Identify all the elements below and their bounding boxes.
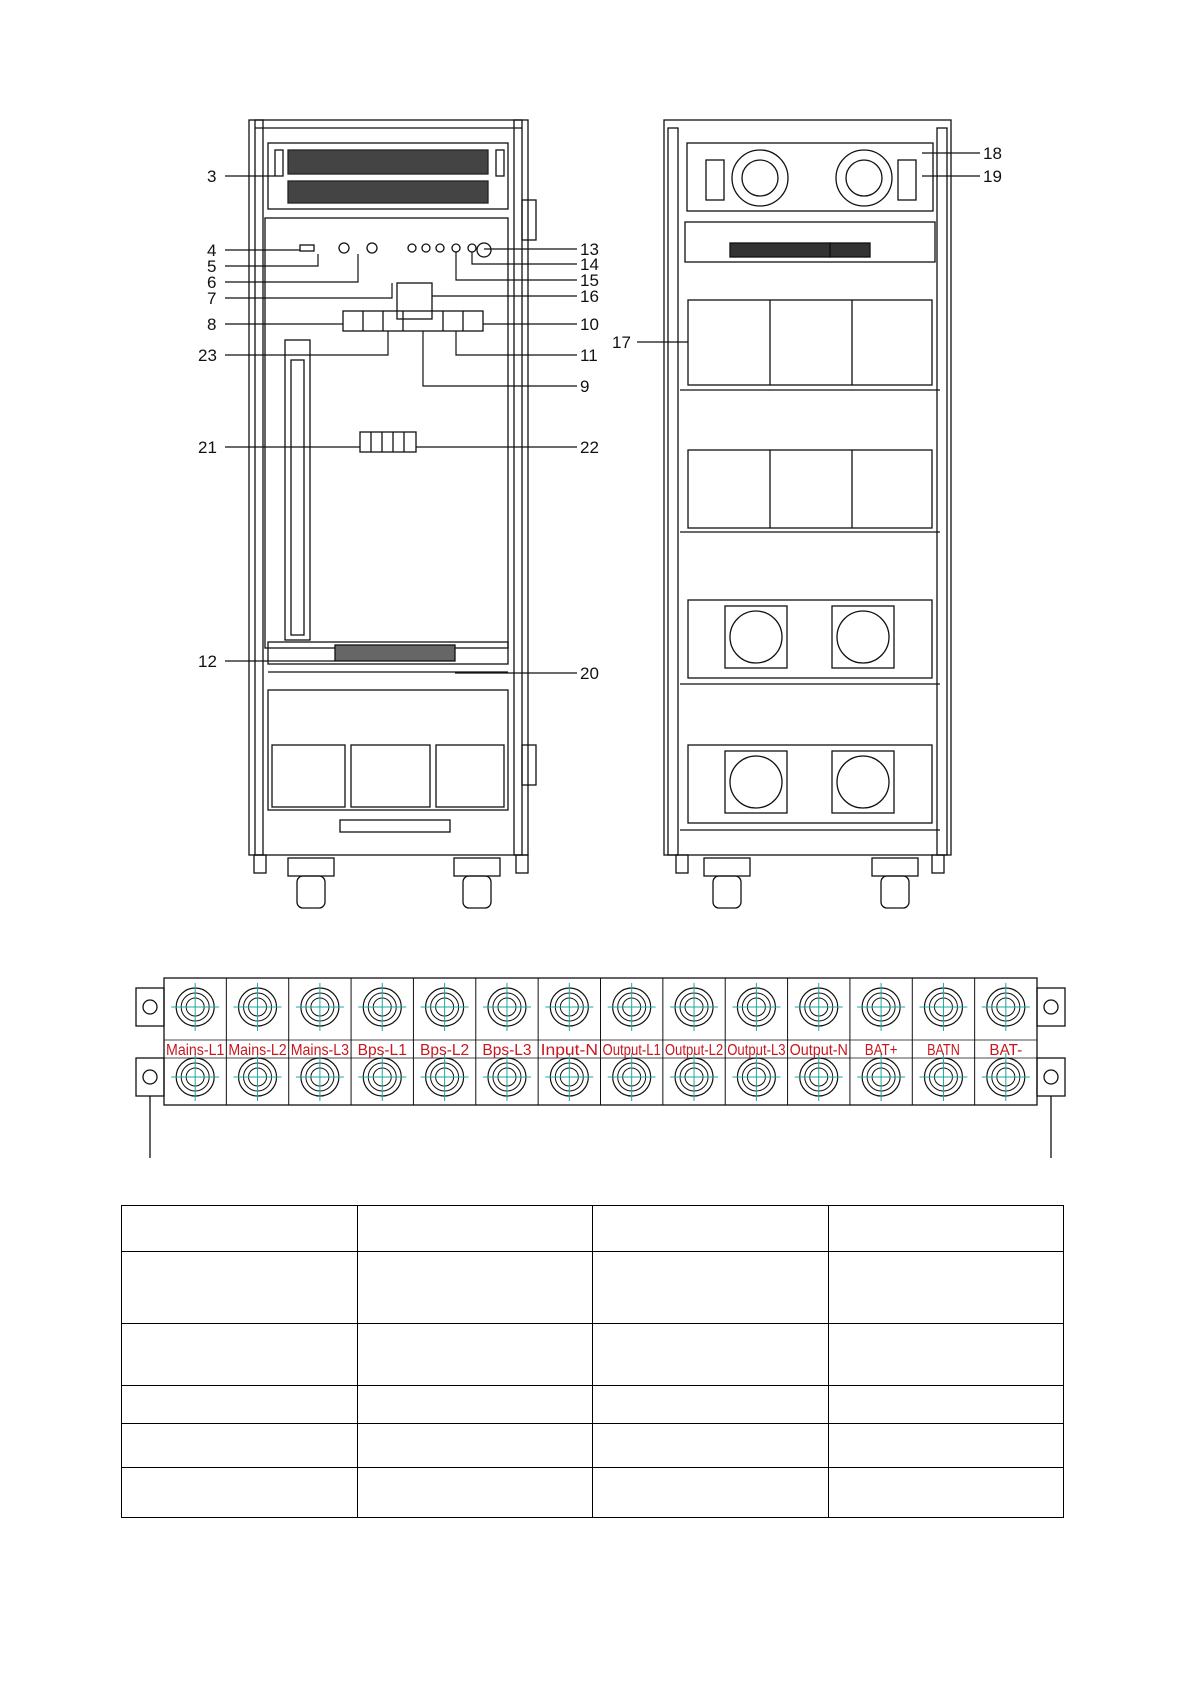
- callout-13: 13: [580, 240, 599, 259]
- terminal-screw-icon: [483, 983, 531, 1031]
- terminal-bps-l3: [476, 978, 532, 1105]
- spec-table: [121, 1205, 1064, 1518]
- terminal-screw-icon: [296, 1053, 344, 1101]
- terminal-mains-l1: [166, 983, 224, 1101]
- table-cell: [593, 1386, 829, 1424]
- terminal-block-diagram: [0, 960, 1192, 1165]
- terminal-label: Bps-L3: [482, 1042, 532, 1059]
- terminal-bat-: [850, 978, 905, 1105]
- terminal-screw-icon: [234, 983, 282, 1031]
- terminal-screw-icon: [670, 1053, 718, 1101]
- terminal-mains-l3: [289, 978, 349, 1105]
- terminal-screw-icon: [857, 1053, 905, 1101]
- terminal-screw-icon: [296, 983, 344, 1031]
- table-cell: [357, 1252, 593, 1324]
- terminal-screw-icon: [919, 983, 967, 1031]
- terminal-screw-icon: [919, 1053, 967, 1101]
- callout-15: 15: [580, 271, 599, 290]
- terminal-label: Bps-L1: [357, 1042, 407, 1059]
- table-cell: [122, 1424, 358, 1468]
- terminal-label: Output-L3: [727, 1042, 786, 1059]
- terminal-screw-icon: [608, 983, 656, 1031]
- callout-17: 17: [612, 333, 631, 352]
- terminal-screw-icon: [857, 983, 905, 1031]
- terminal-screw-icon: [421, 1053, 469, 1101]
- callout-14: 14: [580, 255, 599, 274]
- terminal-label: Mains-L3: [290, 1042, 350, 1059]
- terminal-screw-icon: [545, 1053, 593, 1101]
- table-cell: [828, 1252, 1064, 1324]
- terminal-label: Output-L2: [664, 1042, 724, 1059]
- terminal-label: Input-N: [540, 1042, 599, 1059]
- table-cell: [828, 1424, 1064, 1468]
- callout-22: 22: [580, 438, 599, 457]
- table-cell: [357, 1386, 593, 1424]
- terminal-screw-icon: [608, 1053, 656, 1101]
- terminal-output-l2: [663, 978, 723, 1105]
- terminal-bat-: [975, 978, 1030, 1105]
- terminal-mains-l2: [226, 978, 286, 1105]
- terminal-screw-icon: [421, 983, 469, 1031]
- terminal-bps-l2: [413, 978, 469, 1105]
- table-cell: [593, 1424, 829, 1468]
- front-right-callouts: [580, 240, 599, 683]
- terminal-label: BATN: [927, 1042, 960, 1059]
- callout-19: 19: [983, 167, 1002, 186]
- table-row: [122, 1206, 1064, 1252]
- terminal-screw-icon: [358, 983, 406, 1031]
- terminal-label: BAT-: [989, 1042, 1023, 1059]
- table-cell: [122, 1386, 358, 1424]
- table-cell: [593, 1252, 829, 1324]
- callout-6: 6: [207, 273, 217, 292]
- callout-3: 3: [207, 167, 217, 186]
- terminal-screw-icon: [795, 1053, 843, 1101]
- callout-18: 18: [983, 144, 1002, 163]
- callout-20: 20: [580, 664, 599, 683]
- table-cell: [122, 1324, 358, 1386]
- table-cell: [122, 1206, 358, 1252]
- callout-21: 21: [198, 438, 217, 457]
- callout-7: 7: [207, 289, 217, 308]
- terminal-screw-icon: [795, 983, 843, 1031]
- terminal-screw-icon: [483, 1053, 531, 1101]
- terminal-cells: [166, 978, 1030, 1105]
- terminal-label: Bps-L2: [420, 1042, 470, 1059]
- terminal-label: BAT+: [864, 1042, 898, 1059]
- terminal-label: Mains-L2: [228, 1042, 287, 1059]
- callout-5: 5: [207, 257, 217, 276]
- front-left-callouts: [198, 167, 217, 671]
- terminal-screw-icon: [982, 1053, 1030, 1101]
- terminal-output-n: [788, 978, 848, 1105]
- terminal-output-l3: [725, 978, 785, 1105]
- table-cell: [828, 1386, 1064, 1424]
- table-cell: [357, 1206, 593, 1252]
- callout-11: 11: [580, 346, 598, 365]
- table-cell: [593, 1206, 829, 1252]
- callout-4: 4: [207, 241, 217, 260]
- terminal-label: Output-N: [789, 1042, 848, 1059]
- terminal-screw-icon: [732, 983, 780, 1031]
- table-cell: [357, 1468, 593, 1518]
- table-row: [122, 1252, 1064, 1324]
- terminal-screw-icon: [358, 1053, 406, 1101]
- terminal-bps-l1: [351, 978, 407, 1105]
- terminal-input-n: [538, 978, 598, 1105]
- table-cell: [593, 1468, 829, 1518]
- table-cell: [357, 1324, 593, 1386]
- table-row: [122, 1324, 1064, 1386]
- terminal-label: Output-L1: [602, 1042, 661, 1059]
- table-row: [122, 1424, 1064, 1468]
- table-cell: [828, 1206, 1064, 1252]
- table-cell: [828, 1468, 1064, 1518]
- terminal-screw-icon: [171, 983, 219, 1031]
- callout-12: 12: [198, 652, 217, 671]
- callout-10: 10: [580, 315, 599, 334]
- table-cell: [357, 1424, 593, 1468]
- terminal-screw-icon: [234, 1053, 282, 1101]
- table-cell: [122, 1468, 358, 1518]
- table-row: [122, 1468, 1064, 1518]
- terminal-screw-icon: [670, 983, 718, 1031]
- callout-8: 8: [207, 315, 217, 334]
- table-cell: [828, 1324, 1064, 1386]
- terminal-screw-icon: [982, 983, 1030, 1031]
- front-cabinet: [249, 120, 536, 908]
- callout-23: 23: [198, 346, 217, 365]
- table-cell: [122, 1252, 358, 1324]
- terminal-label: Mains-L1: [166, 1042, 225, 1059]
- table-row: [122, 1386, 1064, 1424]
- front-right-leaders: [416, 249, 577, 673]
- terminal-screw-icon: [545, 983, 593, 1031]
- callout-16: 16: [580, 287, 599, 306]
- callout-9: 9: [580, 377, 590, 396]
- rear-cabinet: [664, 120, 951, 908]
- terminal-output-l1: [601, 978, 661, 1105]
- terminal-batn: [912, 978, 967, 1105]
- terminal-screw-icon: [732, 1053, 780, 1101]
- table-cell: [593, 1324, 829, 1386]
- terminal-screw-icon: [171, 1053, 219, 1101]
